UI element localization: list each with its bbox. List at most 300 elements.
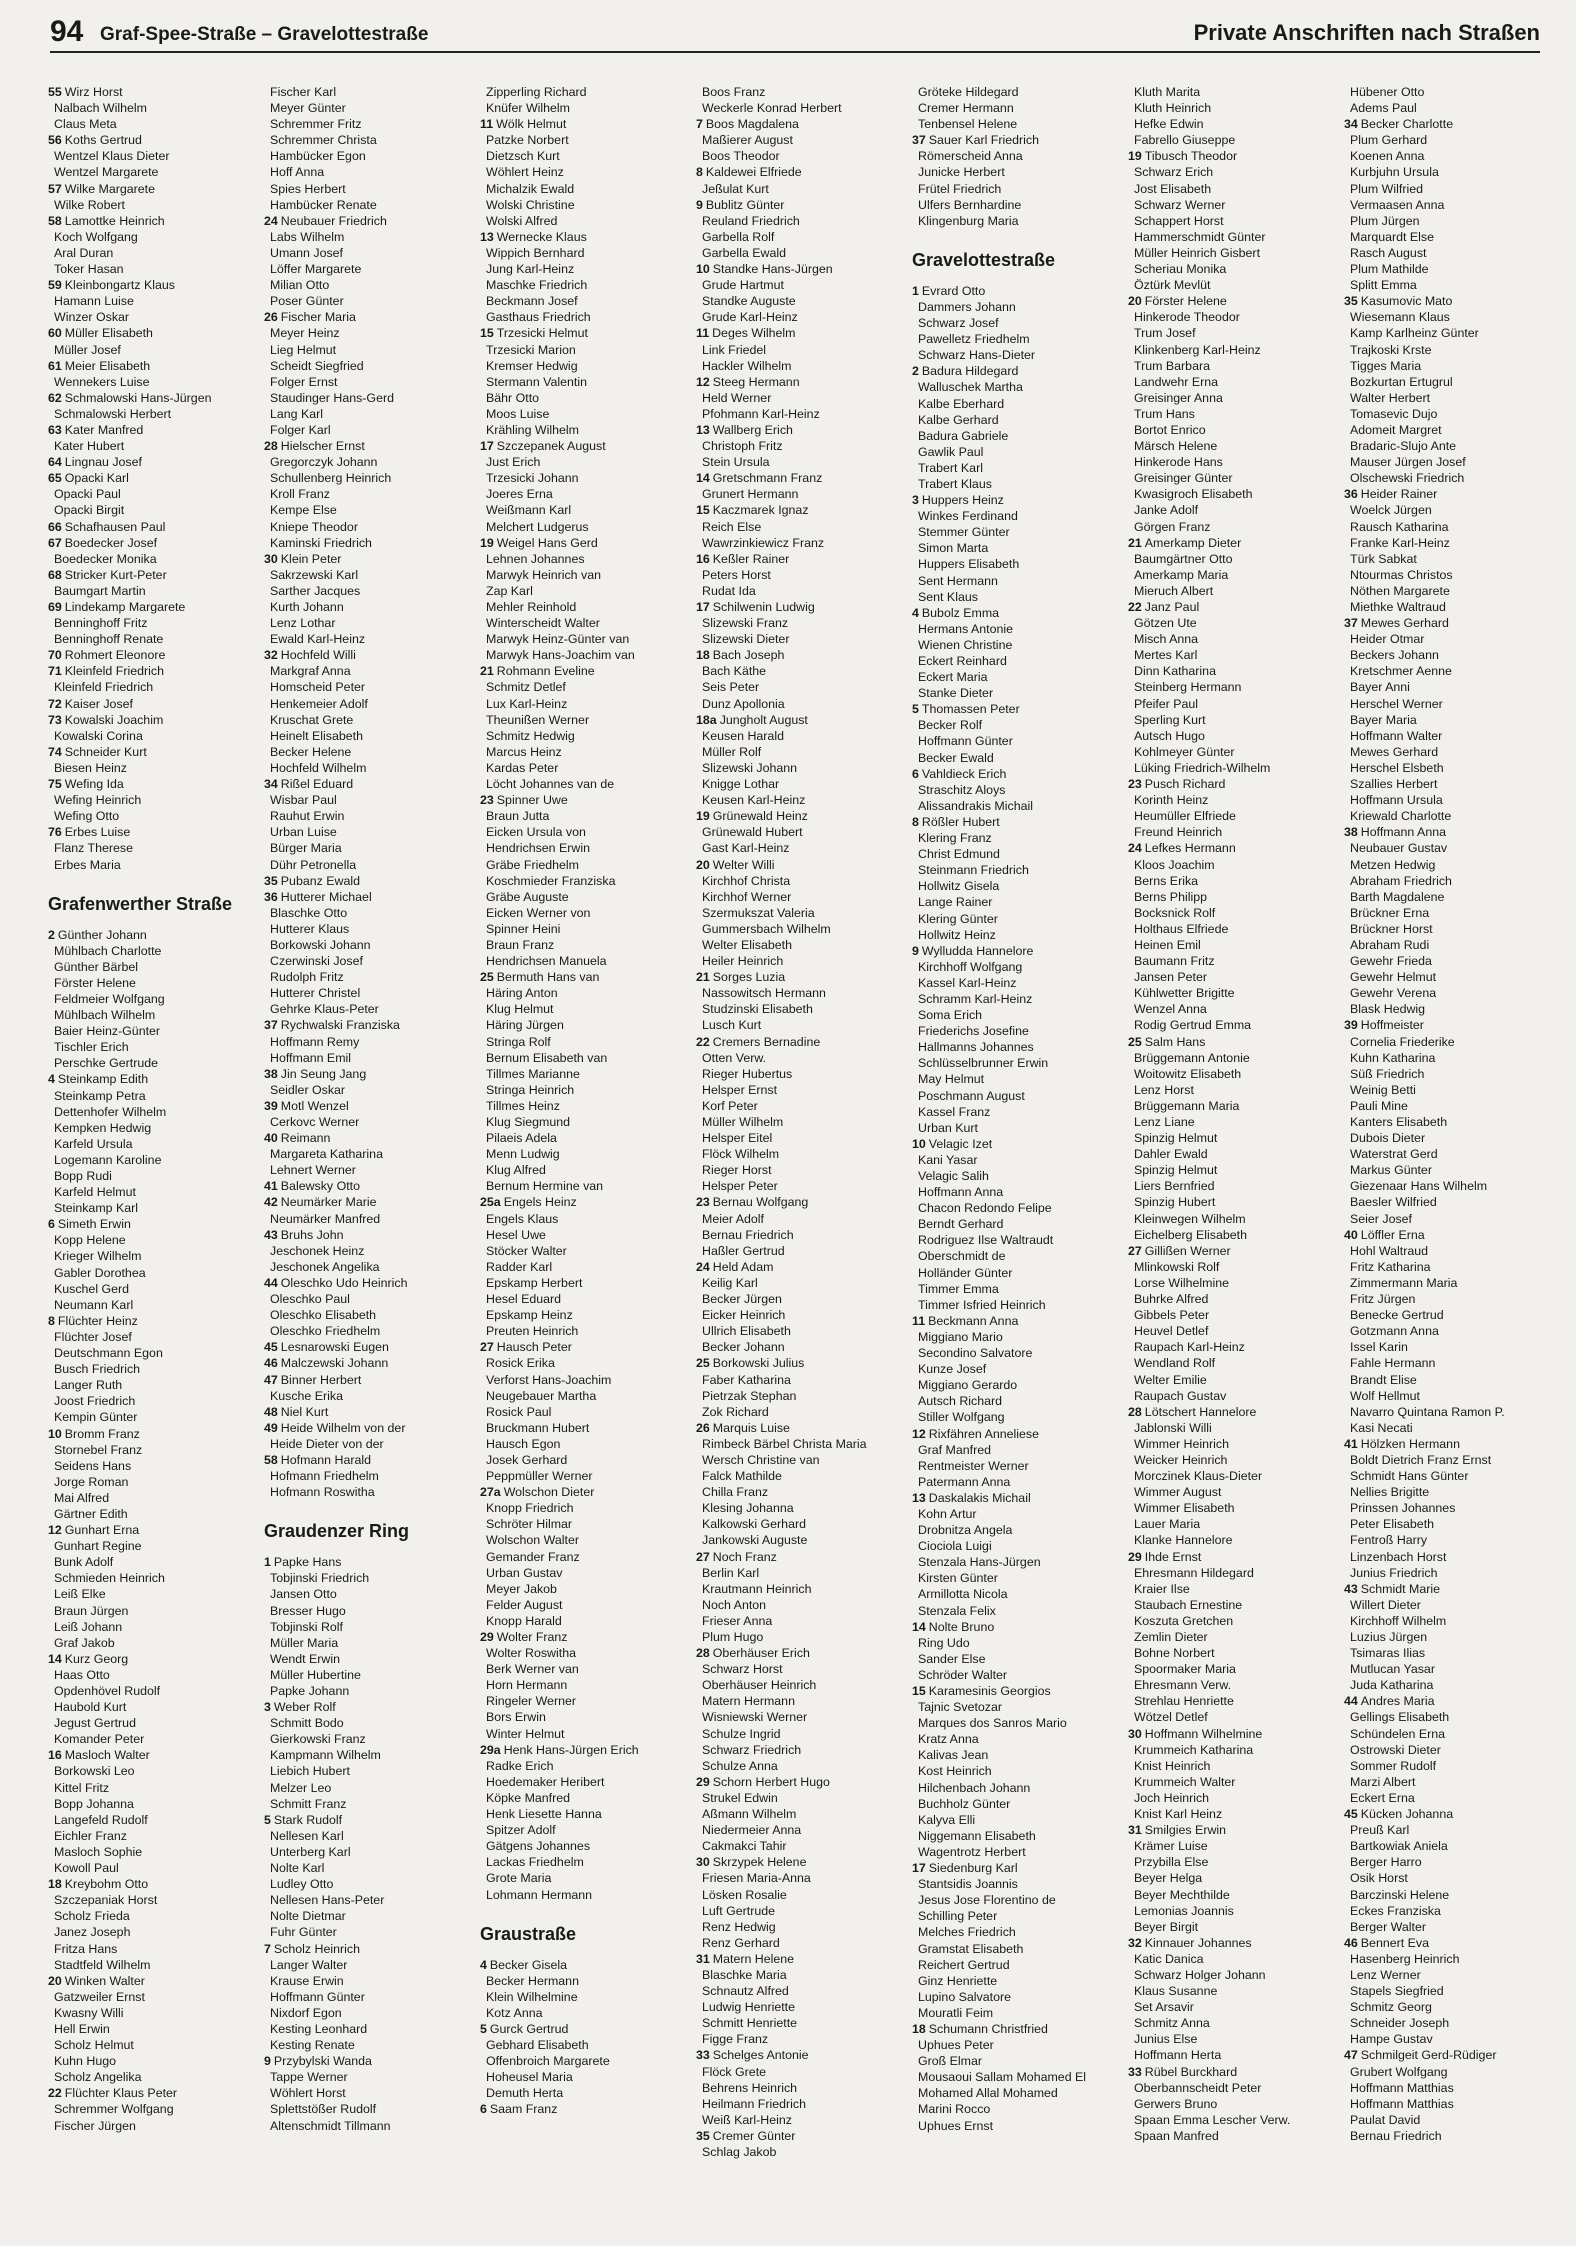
resident-entry <box>696 1307 906 1323</box>
resident-name: Erbes Luise <box>64 825 131 840</box>
resident-entry <box>480 229 690 245</box>
resident-name: Krummeich Walter <box>1134 1774 1236 1789</box>
house-number: 37 <box>264 1018 278 1033</box>
resident-entry <box>264 438 474 454</box>
resident-name: Grünewald Hubert <box>702 825 803 840</box>
resident-entry <box>480 1162 690 1178</box>
resident-entry <box>48 1941 258 1957</box>
resident-name: Koths Gertrud <box>64 133 142 148</box>
column-6 <box>1128 84 1338 2144</box>
resident-name: Peppmüller Werner <box>486 1469 593 1484</box>
resident-entry <box>696 309 906 325</box>
house-number: 5 <box>480 2021 487 2036</box>
resident-name: Trzesicki Helmut <box>496 326 588 341</box>
resident-name: Benninghoff Renate <box>54 632 164 647</box>
resident-entry <box>48 1603 258 1619</box>
resident-name: Gregorczyk Johann <box>270 455 378 470</box>
resident-name: Grunert Hermann <box>702 487 799 502</box>
resident-entry <box>48 293 258 309</box>
resident-name: Hoffmann Matthias <box>1350 2096 1454 2111</box>
house-number: 35 <box>696 2128 710 2143</box>
resident-entry <box>480 2069 690 2085</box>
resident-entry <box>1344 1017 1554 1033</box>
resident-name: Kirchhof Christa <box>702 873 791 888</box>
house-number: 5 <box>912 702 919 717</box>
resident-entry <box>696 519 906 535</box>
resident-name: Tsimaras Ilias <box>1350 1646 1426 1661</box>
resident-entry <box>696 953 906 969</box>
resident-name: Krautmann Heinrich <box>702 1581 812 1596</box>
resident-name: Wolf Hellmut <box>1350 1388 1420 1403</box>
resident-entry <box>912 1281 1122 1297</box>
resident-name: Mehler Reinhold <box>486 600 577 614</box>
resident-entry <box>912 1796 1122 1812</box>
resident-name: Walter Herbert <box>1350 390 1431 405</box>
resident-name: Grude Karl-Heinz <box>702 310 798 325</box>
resident-entry <box>1128 2080 1338 2096</box>
resident-name: Flüchter Heinz <box>57 1313 138 1328</box>
resident-name: Mauser Jürgen Josef <box>1350 455 1466 470</box>
resident-name: Rasch August <box>1350 245 1427 260</box>
resident-name: Kluth Marita <box>1134 85 1201 99</box>
resident-name: Hambücker Egon <box>270 149 366 164</box>
resident-name: Wimmer August <box>1134 1485 1222 1500</box>
resident-name: Blask Hedwig <box>1350 1002 1426 1017</box>
page-number: 94 <box>50 15 84 48</box>
resident-entry <box>912 733 1122 749</box>
resident-entry <box>1128 1677 1338 1693</box>
resident-name: Rößler Hubert <box>921 814 1000 829</box>
resident-name: Garbella Ewald <box>702 245 787 260</box>
resident-entry <box>264 937 474 953</box>
resident-entry <box>480 1404 690 1420</box>
resident-name: Römerscheid Anna <box>918 149 1023 164</box>
resident-name: Lohmann Hermann <box>486 1887 593 1902</box>
resident-entry <box>912 589 1122 605</box>
house-number: 71 <box>48 664 62 679</box>
resident-name: Staubach Ernestine <box>1134 1597 1243 1612</box>
resident-name: Stadtfeld Wilhelm <box>54 1957 151 1972</box>
resident-entry <box>696 1629 906 1645</box>
resident-entry <box>1344 535 1554 551</box>
resident-entry <box>48 1747 258 1763</box>
resident-entry <box>1344 1758 1554 1774</box>
resident-name: Wallberg Erich <box>712 422 793 437</box>
resident-name: Gerwers Bruno <box>1134 2096 1218 2111</box>
resident-entry <box>264 84 474 100</box>
resident-entry <box>1344 1677 1554 1693</box>
resident-name: Poser Günter <box>270 294 344 309</box>
resident-entry <box>48 1957 258 1973</box>
resident-entry <box>48 1216 258 1232</box>
resident-name: Boldt Dietrich Franz Ernst <box>1350 1452 1492 1467</box>
resident-entry <box>264 132 474 148</box>
resident-name: Helsper Ernst <box>702 1082 778 1097</box>
resident-entry <box>912 637 1122 653</box>
resident-entry <box>264 1586 474 1602</box>
resident-entry <box>1128 1034 1338 1050</box>
resident-name: Wenzel Anna <box>1134 1002 1207 1017</box>
resident-name: Schappert Horst <box>1134 213 1224 228</box>
resident-entry <box>48 470 258 486</box>
resident-name: Korinth Heinz <box>1134 793 1209 808</box>
resident-entry <box>1344 213 1554 229</box>
resident-name: Janz Paul <box>1144 600 1200 614</box>
resident-entry <box>912 2037 1122 2053</box>
resident-entry <box>480 1259 690 1275</box>
resident-entry <box>480 100 690 116</box>
resident-entry <box>696 1436 906 1452</box>
resident-name: Boos Theodor <box>702 149 780 164</box>
resident-entry <box>48 2118 258 2134</box>
resident-name: Lingnau Josef <box>64 455 142 470</box>
resident-name: Mertes Karl <box>1134 648 1198 663</box>
resident-name: Fahle Hermann <box>1350 1356 1436 1371</box>
resident-entry <box>480 1130 690 1146</box>
house-number: 20 <box>1128 294 1142 309</box>
resident-name: Schmitz Detlef <box>486 680 566 695</box>
resident-name: Nolte Bruno <box>928 1619 995 1634</box>
resident-entry <box>1344 857 1554 873</box>
resident-name: Ludwig Henriette <box>702 2000 795 2015</box>
resident-entry <box>1344 873 1554 889</box>
resident-name: Opacki Birgit <box>54 503 125 518</box>
resident-name: Bohne Norbert <box>1134 1646 1215 1661</box>
resident-name: Kampmann Wilhelm <box>270 1748 381 1763</box>
resident-entry <box>1344 1854 1554 1870</box>
house-number: 68 <box>48 567 62 582</box>
resident-name: Uphues Ernst <box>918 2118 994 2133</box>
resident-entry <box>480 1017 690 1033</box>
resident-name: Wöhlert Heinz <box>486 165 564 180</box>
resident-entry <box>1128 1114 1338 1130</box>
resident-name: Hofmann Friedhelm <box>270 1469 379 1484</box>
resident-entry <box>480 293 690 309</box>
resident-entry <box>48 116 258 132</box>
resident-entry <box>48 1281 258 1297</box>
resident-name: Wilke Margarete <box>64 181 155 196</box>
resident-name: Schafhausen Paul <box>64 519 166 534</box>
resident-name: Mühlbach Wilhelm <box>54 1008 156 1023</box>
resident-entry <box>912 396 1122 412</box>
resident-name: Michalzik Ewald <box>486 181 575 196</box>
resident-entry <box>48 1763 258 1779</box>
resident-name: Menn Ludwig <box>486 1147 560 1162</box>
resident-entry <box>480 1227 690 1243</box>
resident-entry <box>1128 342 1338 358</box>
resident-name: Miethke Waltraud <box>1350 600 1446 614</box>
resident-entry <box>1344 840 1554 856</box>
resident-entry <box>696 1854 906 1870</box>
resident-name: Weiß Karl-Heinz <box>702 2112 792 2127</box>
resident-name: Lenz Liane <box>1134 1115 1195 1129</box>
resident-entry <box>696 1034 906 1050</box>
house-number: 4 <box>48 1072 55 1087</box>
resident-name: Slizewski Dieter <box>702 632 790 647</box>
resident-entry <box>48 229 258 245</box>
resident-name: Nolte Karl <box>270 1861 325 1876</box>
resident-name: Urban Gustav <box>486 1565 563 1580</box>
resident-name: Friederichs Josefine <box>918 1024 1029 1039</box>
resident-entry <box>1344 390 1554 406</box>
house-number: 35 <box>264 873 278 888</box>
resident-entry <box>1344 679 1554 695</box>
resident-name: Fischer Maria <box>280 310 356 325</box>
resident-name: Niedermeier Anna <box>702 1823 802 1838</box>
resident-name: Berk Werner van <box>486 1662 579 1677</box>
resident-entry <box>1128 1130 1338 1146</box>
house-number: 21 <box>480 664 494 679</box>
resident-entry <box>696 1951 906 1967</box>
resident-name: Braun Jürgen <box>54 1603 129 1618</box>
house-number: 20 <box>48 1973 62 1988</box>
house-number: 42 <box>264 1195 278 1210</box>
resident-name: Berns Erika <box>1134 873 1199 888</box>
resident-entry <box>480 824 690 840</box>
resident-entry <box>696 1227 906 1243</box>
resident-name: Oleschko Elisabeth <box>270 1308 377 1323</box>
resident-entry <box>480 1989 690 2005</box>
resident-name: Knist Heinrich <box>1134 1758 1211 1773</box>
resident-name: Rieger Horst <box>702 1163 772 1178</box>
resident-name: Wötzel Detlef <box>1134 1710 1208 1725</box>
house-number: 47 <box>264 1372 278 1387</box>
resident-entry <box>696 744 906 760</box>
resident-name: Greisinger Günter <box>1134 471 1233 486</box>
resident-entry <box>696 808 906 824</box>
resident-name: Gierkowski Franz <box>270 1732 366 1747</box>
resident-name: Hendrichsen Manuela <box>486 954 607 969</box>
resident-entry <box>264 1372 474 1388</box>
resident-entry <box>912 1570 1122 1586</box>
resident-name: Kleinbongartz Klaus <box>64 278 176 293</box>
resident-entry <box>1128 1645 1338 1661</box>
resident-entry <box>48 1184 258 1200</box>
resident-entry <box>1128 1178 1338 1194</box>
resident-name: Kriewald Charlotte <box>1350 809 1452 824</box>
resident-name: Hilchenbach Johann <box>918 1780 1031 1795</box>
resident-entry <box>1128 1887 1338 1903</box>
house-number: 28 <box>264 439 278 454</box>
resident-name: Woitowitz Elisabeth <box>1134 1066 1242 1081</box>
resident-entry <box>912 556 1122 572</box>
street-heading: Graudenzer Ring <box>264 1521 410 1542</box>
resident-entry <box>912 2101 1122 2117</box>
resident-entry <box>1128 663 1338 679</box>
resident-entry <box>264 1404 474 1420</box>
resident-entry <box>696 1372 906 1388</box>
resident-name: Schulze Anna <box>702 1758 778 1773</box>
resident-name: Holländer Günter <box>918 1265 1013 1280</box>
resident-entry <box>696 1291 906 1307</box>
resident-entry <box>48 2005 258 2021</box>
resident-name: Krähling Wilhelm <box>486 422 579 437</box>
resident-name: Mai Alfred <box>54 1490 110 1505</box>
resident-entry <box>696 1130 906 1146</box>
resident-name: Grubert Wolfgang <box>1350 2064 1448 2079</box>
house-number: 37 <box>912 133 926 148</box>
resident-entry <box>1344 1726 1554 1742</box>
resident-entry <box>480 342 690 358</box>
resident-entry <box>1128 873 1338 889</box>
house-number: 23 <box>1128 777 1142 792</box>
resident-name: Helsper Peter <box>702 1179 778 1194</box>
resident-name: Woelck Jürgen <box>1350 503 1432 518</box>
resident-name: Welter Elisabeth <box>702 937 792 952</box>
resident-name: Reuland Friedrich <box>702 213 800 228</box>
resident-entry <box>696 1420 906 1436</box>
resident-entry <box>696 1001 906 1017</box>
resident-name: Kremser Hedwig <box>486 358 578 373</box>
resident-name: Prinssen Johannes <box>1350 1501 1456 1516</box>
resident-entry <box>480 1420 690 1436</box>
resident-entry <box>264 824 474 840</box>
resident-name: Kroll Franz <box>270 487 330 502</box>
resident-name: Knopp Friedrich <box>486 1501 574 1516</box>
resident-entry <box>1344 1822 1554 1838</box>
resident-entry <box>1128 808 1338 824</box>
resident-entry <box>912 1908 1122 1924</box>
resident-entry <box>1344 631 1554 647</box>
resident-name: Lux Karl-Heinz <box>486 696 568 711</box>
resident-entry <box>480 181 690 197</box>
resident-name: Ciociola Luigi <box>918 1539 992 1554</box>
resident-entry <box>264 213 474 229</box>
resident-entry <box>264 422 474 438</box>
resident-name: Sakrzewski Karl <box>270 567 359 582</box>
house-number: 14 <box>912 1619 926 1634</box>
resident-name: Wimmer Heinrich <box>1134 1436 1229 1451</box>
resident-name: Plum Wilfried <box>1350 181 1423 196</box>
resident-entry <box>264 2118 474 2134</box>
resident-entry <box>696 454 906 470</box>
resident-name: Bubolz Emma <box>921 605 1000 620</box>
resident-entry <box>1128 840 1338 856</box>
resident-entry <box>912 1586 1122 1602</box>
resident-entry <box>264 277 474 293</box>
resident-entry <box>48 2085 258 2101</box>
resident-name: Schlag Jakob <box>702 2145 777 2159</box>
resident-name: Wefing Ida <box>64 777 124 792</box>
resident-name: Matern Hermann <box>702 1694 795 1709</box>
resident-name: Falck Mathilde <box>702 1469 782 1484</box>
resident-entry <box>48 1699 258 1715</box>
resident-entry <box>48 1039 258 1055</box>
resident-entry <box>264 744 474 760</box>
resident-name: Trum Hans <box>1134 406 1195 421</box>
resident-name: Behrens Heinrich <box>702 2080 798 2095</box>
resident-entry <box>1128 1243 1338 1259</box>
resident-entry <box>1128 519 1338 535</box>
resident-entry <box>264 1844 474 1860</box>
resident-entry <box>48 502 258 518</box>
resident-name: Trabert Karl <box>918 460 983 475</box>
resident-name: Klug Siegmund <box>486 1115 571 1129</box>
resident-entry <box>1128 1870 1338 1886</box>
resident-name: Miggiano Gerardo <box>918 1378 1018 1393</box>
resident-name: Leiß Johann <box>54 1619 123 1634</box>
resident-name: Kani Yasar <box>918 1152 978 1167</box>
resident-name: Juda Katharina <box>1350 1678 1434 1693</box>
resident-entry <box>1344 1243 1554 1259</box>
resident-name: Stark Rudolf <box>273 1812 343 1827</box>
resident-entry <box>1128 1709 1338 1725</box>
resident-name: Franke Karl-Heinz <box>1350 535 1450 550</box>
resident-name: Hackler Wilhelm <box>702 358 792 373</box>
resident-entry <box>480 406 690 422</box>
resident-entry <box>912 1490 1122 1506</box>
resident-entry <box>480 1973 690 1989</box>
column-4 <box>696 84 906 2160</box>
resident-name: Strukel Edwin <box>702 1790 778 1805</box>
resident-entry <box>696 422 906 438</box>
resident-entry <box>1128 116 1338 132</box>
resident-entry <box>1128 1050 1338 1066</box>
resident-name: Jorge Roman <box>54 1474 129 1489</box>
resident-entry <box>48 776 258 792</box>
resident-name: Karfeld Helmut <box>54 1185 136 1200</box>
resident-name: Papke Johann <box>270 1684 350 1698</box>
resident-name: Türk Sabkat <box>1350 551 1417 566</box>
resident-entry <box>480 1957 690 1973</box>
house-number: 45 <box>1344 1807 1358 1822</box>
resident-name: Brüggemann Antonie <box>1134 1050 1250 1065</box>
house-number: 4 <box>912 605 919 620</box>
resident-entry <box>480 760 690 776</box>
resident-entry <box>48 1104 258 1120</box>
resident-entry <box>48 1876 258 1892</box>
resident-entry <box>48 975 258 991</box>
resident-name: Meyer Jakob <box>486 1581 557 1596</box>
resident-entry <box>696 824 906 840</box>
house-number: 10 <box>912 1136 926 1151</box>
resident-name: Groß Elmar <box>918 2054 983 2069</box>
resident-name: Schwarz Erich <box>1134 165 1214 180</box>
resident-name: Kirchhoff Wolfgang <box>918 959 1023 974</box>
house-number: 6 <box>48 1217 55 1232</box>
resident-name: Keilig Karl <box>702 1275 758 1290</box>
resident-name: Bortot Enrico <box>1134 422 1206 437</box>
resident-name: Hesel Eduard <box>486 1292 562 1307</box>
resident-name: Hübener Otto <box>1350 85 1425 99</box>
resident-entry <box>48 959 258 975</box>
resident-entry <box>480 502 690 518</box>
resident-name: Junicke Herbert <box>918 165 1005 180</box>
resident-name: Radder Karl <box>486 1259 553 1274</box>
resident-entry <box>912 524 1122 540</box>
house-number: 55 <box>48 85 62 99</box>
resident-entry <box>1128 953 1338 969</box>
resident-entry <box>480 583 690 599</box>
resident-name: Heilmann Friedrich <box>702 2096 806 2111</box>
house-number: 22 <box>48 2086 62 2101</box>
resident-name: Schwarz Friedrich <box>702 1742 802 1757</box>
resident-entry <box>48 991 258 1007</box>
resident-entry <box>696 1484 906 1500</box>
resident-entry <box>264 776 474 792</box>
house-number: 18 <box>696 648 710 663</box>
resident-entry <box>48 277 258 293</box>
resident-entry <box>1128 1194 1338 1210</box>
resident-entry <box>1128 100 1338 116</box>
resident-name: Mohamed Allal Mohamed <box>918 2086 1058 2101</box>
resident-entry <box>912 1345 1122 1361</box>
house-number: 11 <box>912 1313 926 1328</box>
resident-entry <box>48 1136 258 1152</box>
resident-name: Wienen Christine <box>918 637 1013 652</box>
resident-name: Gewehr Frieda <box>1350 954 1432 969</box>
resident-entry <box>696 374 906 390</box>
